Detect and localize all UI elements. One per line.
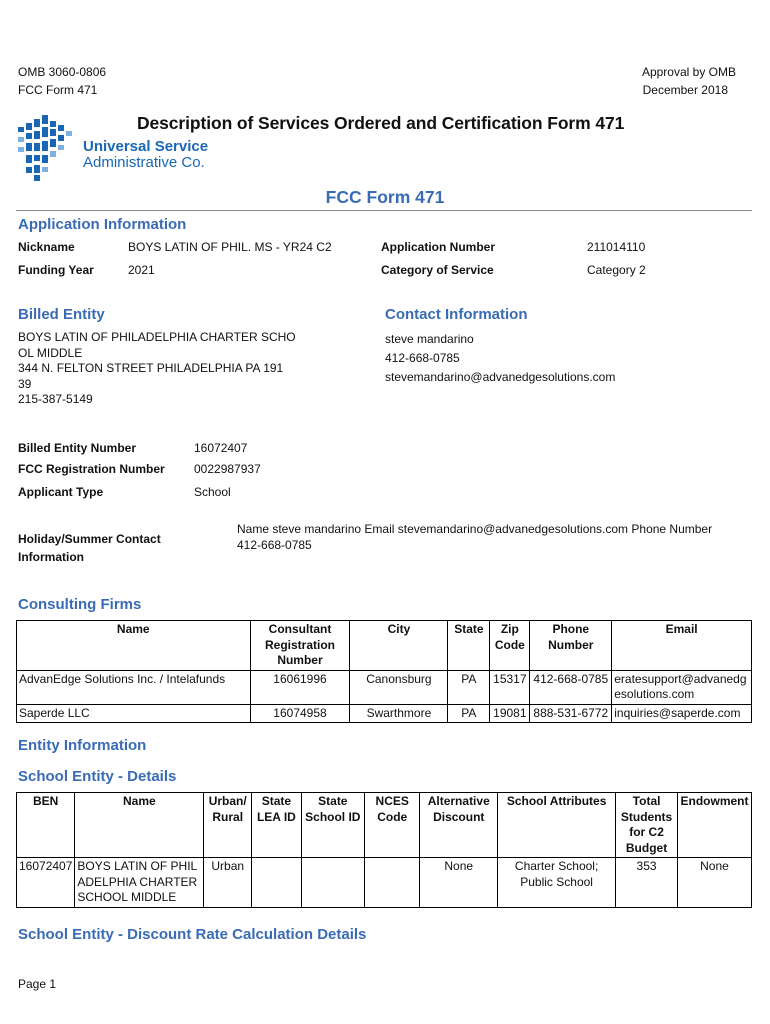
funding-year-label: Funding Year	[18, 263, 94, 277]
consulting-heading: Consulting Firms	[18, 596, 142, 613]
omb-number: OMB 3060-0806	[18, 65, 107, 79]
address-line: OL MIDDLE	[18, 345, 83, 360]
holiday-contact-value	[237, 521, 712, 553]
ben-label: Billed Entity Number	[18, 441, 137, 455]
cell-name: AdvanEdge Solutions Inc. / Intelafunds	[17, 670, 251, 704]
cell-school-attributes: Charter School; Public School	[498, 858, 616, 908]
cell-name: Saperde LLC	[17, 704, 251, 723]
fcc-registration-value: 0022987937	[194, 462, 261, 476]
form-title: Description of Services Ordered and Certification Form 471	[137, 113, 625, 133]
col-consultant-registration: Consultant Registration Number	[250, 621, 350, 671]
applicant-type-value: School	[194, 485, 231, 499]
table-header-row	[17, 793, 752, 858]
cell-email: inquiries@saperde.com	[612, 704, 752, 723]
cell-phone: 888-531-6772	[530, 704, 612, 723]
holiday-label-line: Holiday/Summer Contact	[18, 532, 161, 546]
address-line: BOYS LATIN OF PHILADELPHIA CHARTER SCHO	[18, 330, 296, 344]
contact-heading: Contact Information	[385, 306, 528, 323]
cell-ben: 16072407	[17, 858, 75, 908]
billed-entity-address	[18, 330, 296, 408]
cell-crn: 16061996	[250, 670, 350, 704]
col-urban-rural: Urban/ Rural	[204, 793, 252, 858]
category-label: Category of Service	[381, 263, 494, 277]
cell-nces-code	[365, 858, 420, 908]
billed-entity-heading: Billed Entity	[18, 306, 105, 323]
page-number: Page 1	[18, 977, 57, 991]
col-nces-code: NCES Code	[365, 793, 420, 858]
funding-year-value: 2021	[128, 263, 155, 277]
ben-value: 16072407	[194, 441, 248, 455]
table-row	[17, 858, 752, 908]
table-row	[17, 670, 752, 704]
cell-name: BOYS LATIN OF PHILADELPHIA CHARTER SCHOOL MIDDLE	[75, 858, 204, 908]
omb-approval: Approval by OMB	[641, 65, 736, 79]
logo-line1: Universal Service	[83, 138, 209, 155]
cell-phone: 412-668-0785	[530, 670, 612, 704]
cell-total-students: 353	[616, 858, 678, 908]
cell-endowment: None	[677, 858, 751, 908]
nickname-label: Nickname	[18, 240, 75, 254]
col-alternative-discount: Alternative Discount	[420, 793, 498, 858]
cell-email: eratesupport@advanedgesolutions.com	[612, 670, 752, 704]
school-details-table	[16, 792, 752, 908]
cell-zip: 19081	[490, 704, 530, 723]
col-total-students: Total Students for C2 Budget	[616, 793, 678, 858]
consulting-table	[16, 620, 752, 723]
cell-state-lea-id	[252, 858, 301, 908]
discount-heading: School Entity - Discount Rate Calculation Details	[18, 926, 367, 943]
title-divider	[16, 210, 752, 211]
nickname-value: BOYS LATIN OF PHIL. MS - YR24 C2	[128, 240, 332, 254]
fcc-registration-label: FCC Registration Number	[18, 462, 165, 476]
center-title: FCC Form 471	[325, 187, 445, 207]
table-header-row	[17, 621, 752, 671]
contact-phone: 412-668-0785	[385, 351, 460, 365]
col-city: City	[350, 621, 448, 671]
address-line: 39	[18, 376, 32, 391]
cell-state: PA	[448, 670, 490, 704]
col-endowment: Endowment	[677, 793, 751, 858]
col-name: Name	[17, 621, 251, 671]
contact-name: steve mandarino	[385, 332, 474, 346]
cell-alternative-discount: None	[420, 858, 498, 908]
cell-city: Swarthmore	[350, 704, 448, 723]
address-line: 344 N. FELTON STREET PHILADELPHIA PA 191	[18, 361, 284, 375]
col-state: State	[448, 621, 490, 671]
col-email: Email	[612, 621, 752, 671]
holiday-line: 412-668-0785	[237, 538, 312, 552]
application-heading: Application Information	[18, 216, 187, 233]
category-value: Category 2	[587, 263, 646, 277]
cell-crn: 16074958	[250, 704, 350, 723]
col-name: Name	[75, 793, 204, 858]
cell-state: PA	[448, 704, 490, 723]
entity-info-heading: Entity Information	[18, 737, 147, 754]
col-state-school-id: State School ID	[301, 793, 364, 858]
col-state-lea-id: State LEA ID	[252, 793, 301, 858]
col-ben: BEN	[17, 793, 75, 858]
usac-logo-text	[83, 139, 208, 171]
applicant-type-label: Applicant Type	[18, 485, 104, 499]
usac-logo-icon	[14, 115, 78, 183]
cell-city: Canonsburg	[350, 670, 448, 704]
holiday-line: Name steve mandarino Email stevemandarino@advanedgesolutions.com Phone Number	[237, 522, 713, 536]
holiday-contact-label	[18, 530, 161, 566]
school-details-heading: School Entity - Details	[18, 768, 177, 785]
col-phone: Phone Number	[530, 621, 612, 671]
form-date: December 2018	[642, 83, 728, 97]
form-number: FCC Form 471	[18, 83, 98, 97]
application-number-value: 211014110	[587, 240, 646, 254]
holiday-label-line: Information	[18, 550, 84, 564]
address-line: 215-387-5149	[18, 392, 93, 406]
contact-block	[385, 330, 615, 387]
col-zip: Zip Code	[490, 621, 530, 671]
cell-urban-rural: Urban	[204, 858, 252, 908]
logo-line2: Administrative Co.	[83, 154, 205, 171]
cell-zip: 15317	[490, 670, 530, 704]
cell-state-school-id	[301, 858, 364, 908]
table-row	[17, 704, 752, 723]
application-number-label: Application Number	[381, 240, 496, 254]
contact-email: stevemandarino@advanedgesolutions.com	[385, 370, 616, 384]
col-school-attributes: School Attributes	[498, 793, 616, 858]
